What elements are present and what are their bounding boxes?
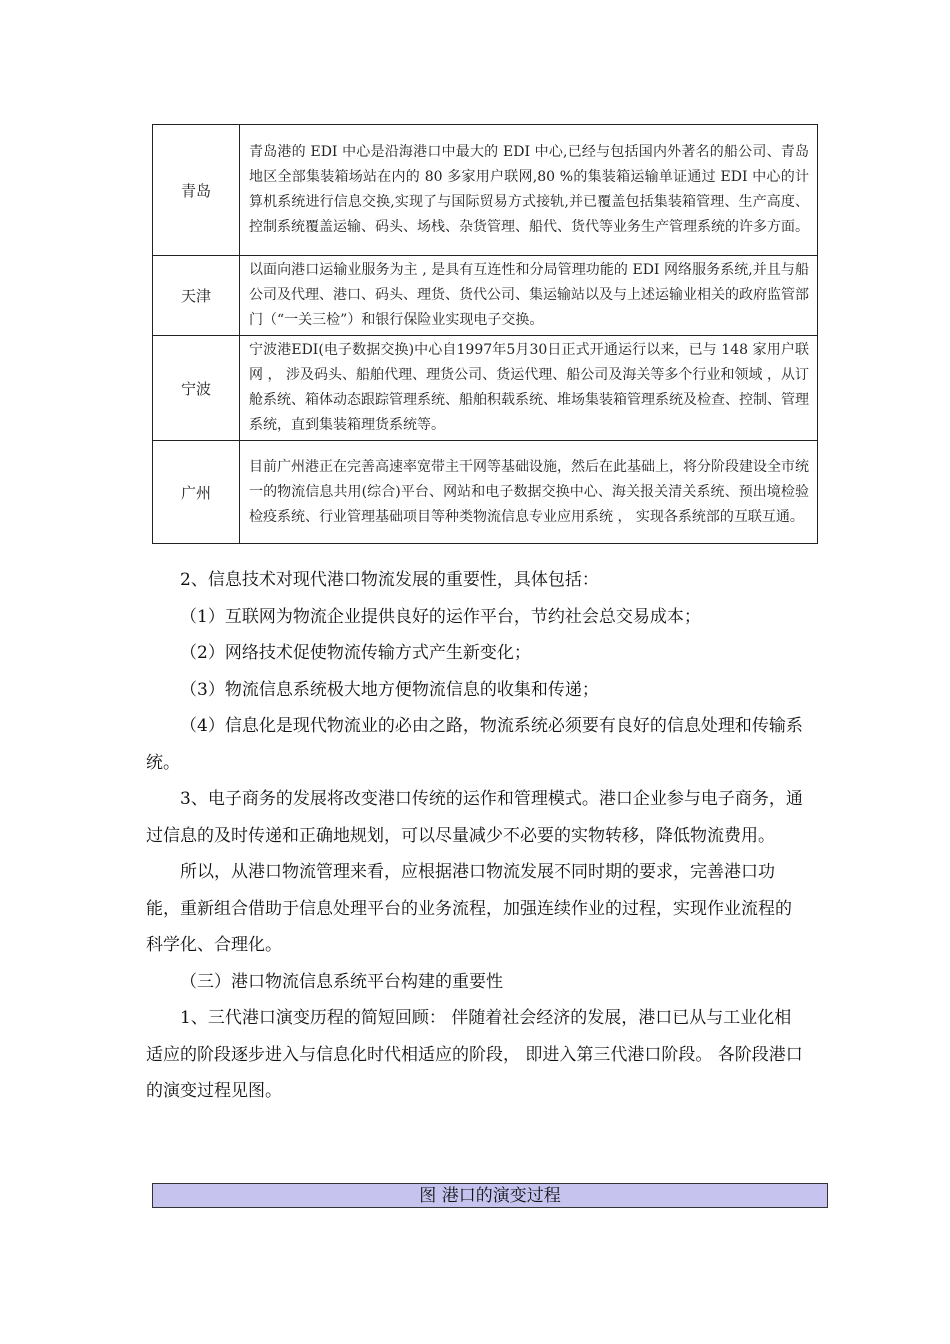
paragraph-it-importance: 2、信息技术对现代港口物流发展的重要性，具体包括： [180, 570, 599, 590]
ports-edi-table [152, 124, 818, 544]
list-item: （2）网络技术促使物流传输方式产生新变化； [180, 643, 531, 663]
description-cell: 以面向港口运输业服务为主 , 是具有互连性和分局管理功能的 EDI 网络服务系统,并且与船公司及代理、港口、码头、理货、货代公司、集运输站以及与上述运输业相关的政府监管部门（“一关三检”）和银行保险业实现电子交换。 [240, 256, 818, 336]
description-cell: 宁波港EDI(电子数据交换)中心自1997年5月30日正式开通运行以来，已与 148 家用户联网 ， 涉及码头、船舶代理、理货公司、货运代理、船公司及海关等多个行业和领域 ，从订舱系统、箱体动态跟踪管理系统、船舶积载系统、堆场集装箱管理系统及检查、控制、管理系统，直到集装箱理货系统等。 [240, 336, 818, 441]
list-item: （1）互联网为物流企业提供良好的运作平台，节约社会总交易成本； [180, 606, 701, 627]
paragraph-port-evolution: 1、三代港口演变历程的简短回顾： 伴随着社会经济的发展，港口已从与工业化相适应的阶段逐步进入与信息化时代相适应的阶段， 即进入第三代港口阶段。 各阶段港口的演变过程见图。 [146, 1008, 803, 1101]
list-item: （4）信息化是现代物流业的必由之路，物流系统必须要有良好的信息处理和传输系统。 [146, 716, 803, 773]
table-row [153, 256, 818, 336]
section-heading: （三）港口物流信息系统平台构建的重要性 [180, 971, 503, 992]
figure-caption: 图 港口的演变过程 [152, 1183, 828, 1208]
table-row [153, 125, 818, 256]
paragraph-conclusion: 所以，从港口物流管理来看，应根据港口物流发展不同时期的要求，完善港口功能，重新组合借助于信息处理平台的业务流程，加强连续作业的过程，实现作业流程的科学化、合理化。 [146, 862, 792, 955]
table-row [153, 441, 818, 544]
city-cell: 青岛 [153, 125, 240, 256]
city-cell: 天津 [153, 256, 240, 336]
body-text [146, 562, 806, 1110]
description-cell: 目前广州港正在完善高速率宽带主干网等基础设施，然后在此基础上，将分阶段建设全市统一的物流信息共用(综合)平台、网站和电子数据交换中心、海关报关清关系统、预出境检验检疫系统、行业管理基础项目等种类物流信息专业应用系统 ， 实现各系统部的互联互通。 [240, 441, 818, 544]
table-row [153, 336, 818, 441]
paragraph-ecommerce: 3、电子商务的发展将改变港口传统的运作和管理模式。港口企业参与电子商务，通过信息的及时传递和正确地规划，可以尽量减少不必要的实物转移，降低物流费用。 [146, 789, 803, 846]
list-item: （3）物流信息系统极大地方便物流信息的收集和传递； [180, 679, 599, 700]
city-cell: 广州 [153, 441, 240, 544]
description-cell: 青岛港的 EDI 中心是沿海港口中最大的 EDI 中心,已经与包括国内外著名的船公司、青岛地区全部集装箱场站在内的 80 多家用户联网,80 %的集装箱运输单证通过 EDI 中心的计算机系统进行信息交换,实现了与国际贸易方式接轨,并已覆盖包括集装箱管理、生产高度、控制系统覆盖运输、码头、场栈、杂货管理、船代、货代等业务生产管理系统的许多方面。 [240, 125, 818, 256]
city-cell: 宁波 [153, 336, 240, 441]
